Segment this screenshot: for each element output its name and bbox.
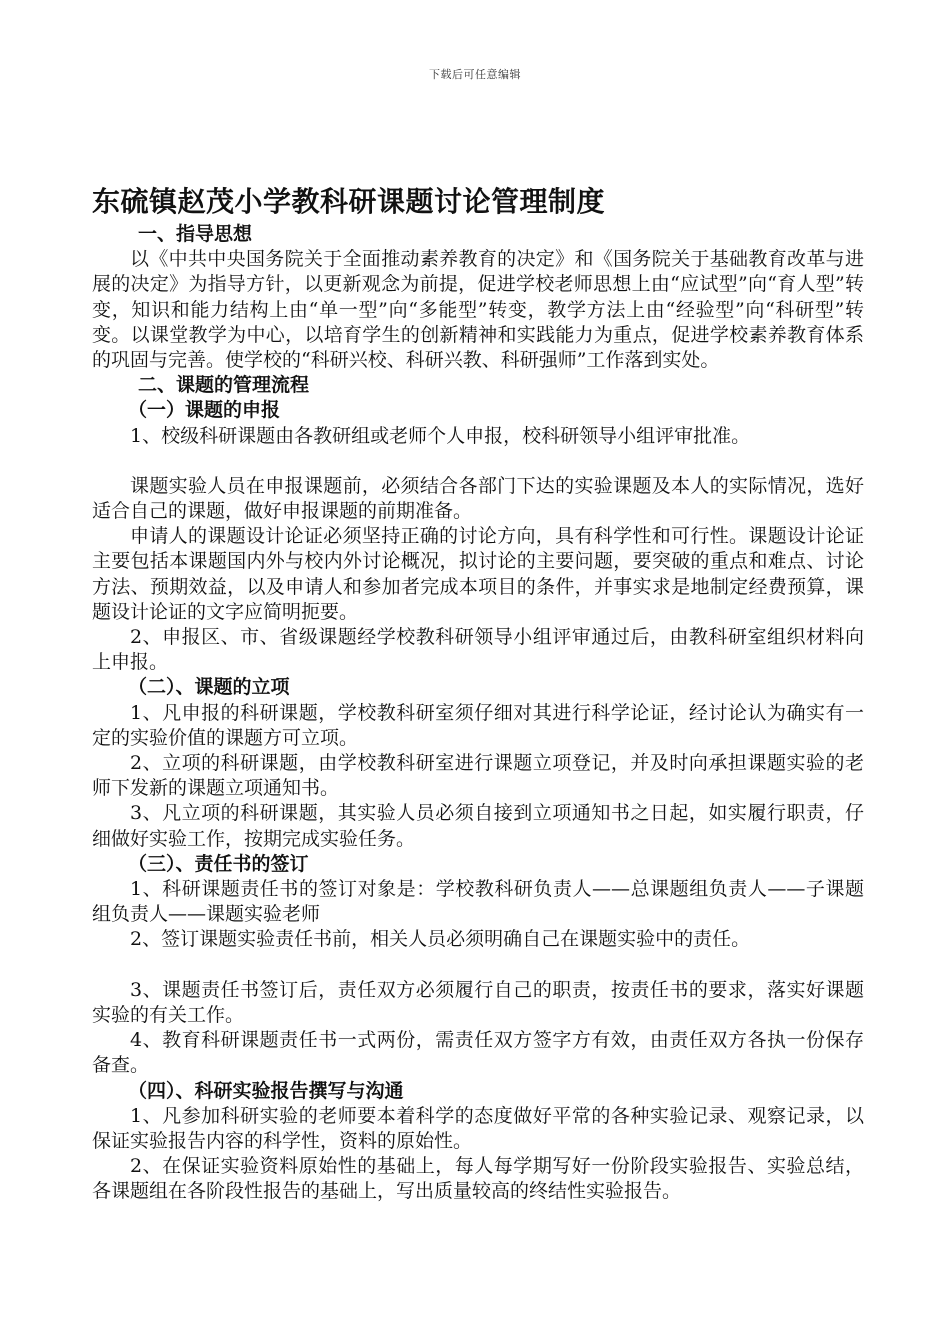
paragraph: 2、申报区、市、省级课题经学校教科研领导小组评审通过后，由教科研室组织材料向上申报。 (92, 626, 864, 674)
paragraph: 课题实验人员在申报课题前，必须结合各部门下达的实验课题及本人的实际情况，选好适合自己的课题，做好申报课题的前期准备。 (92, 474, 864, 523)
paragraph: 1、凡参加科研实验的老师要本着科学的态度做好平常的各种实验记录、观察记录，以保证实验报告内容的科学性，资料的原始性。 (92, 1104, 864, 1152)
subsection-heading-responsibility: （三）、责任书的签订 (128, 852, 309, 875)
document-title: 东硫镇赵茂小学教科研课题讨论管理制度 (92, 185, 606, 218)
document-body (92, 222, 864, 1205)
subsection-heading-application: （一）课题的申报 (128, 399, 281, 422)
paragraph: 2、在保证实验资料原始性的基础上，每人每学期写好一份阶段实验报告、实验总结，各课题组在各阶段性报告的基础上，写出质量较高的终结性实验报告。 (92, 1155, 864, 1203)
section-heading-guiding-idea: 一、指导思想 (138, 223, 253, 245)
blank-line (92, 449, 864, 474)
paragraph: 以《中共中央国务院关于全面推动素养教育的决定》和《国务院关于基础教育改革与进展的决定》为指导方针，以更新观念为前提，促进学校老师思想上由“应试型”向“育人型”转变，知识和能力结构上由“单一型”向“多能型”转变，教学方法上由“经验型”向“科研型”转变。以课堂教学为中心，以培育学生的创新精神和实践能力为重点，促进学校素养教育体系的巩固与完善。使学校的“科研兴校、科研兴教、科研强师”工作落到实处。 (92, 248, 864, 372)
paragraph: 3、凡立项的科研课题，其实验人员必须自接到立项通知书之日起，如实履行职责，仔细做好实验工作，按期完成实验任务。 (92, 802, 864, 850)
paragraph: 申请人的课题设计论证必须坚持正确的讨论方向，具有科学性和可行性。课题设计论证主要包括本课题国内外与校内外讨论概况，拟讨论的主要问题，要突破的重点和难点、讨论方法、预期效益，以及申请人和参加者完成本项目的条件，并事实求是地制定经费预算，课题设计论证的文字应简明扼要。 (92, 525, 864, 623)
paragraph: 1、凡申报的科研课题，学校教科研室须仔细对其进行科学论证，经讨论认为确实有一定的实验价值的课题方可立项。 (92, 701, 864, 749)
paragraph: 3、课题责任书签订后，责任双方必须履行自己的职责，按责任书的要求，落实好课题实验的有关工作。 (92, 978, 864, 1026)
header-note: 下载后可任意编辑 (429, 68, 521, 81)
paragraph: 4、教育科研课题责任书一式两份，需责任双方签字方有效，由责任双方各执一份保存备查。 (92, 1029, 864, 1077)
paragraph: 2、立项的科研课题，由学校教科研室进行课题立项登记，并及时向承担课题实验的老师下发新的课题立项通知书。 (92, 752, 864, 800)
paragraph: 2、签订课题实验责任书前，相关人员必须明确自己在课题实验中的责任。 (130, 928, 751, 951)
section-heading-management-process: 二、课题的管理流程 (138, 374, 310, 397)
paragraph: 1、科研课题责任书的签订对象是：学校教科研负责人——总课题组负责人——子课题组负责人——课题实验老师 (92, 878, 864, 926)
subsection-heading-reports: （四）、科研实验报告撰写与沟通 (128, 1079, 404, 1102)
subsection-heading-project-approval: （二）、课题的立项 (128, 676, 290, 699)
blank-line (92, 953, 864, 978)
paragraph: 1、校级科研课题由各教研组或老师个人申报，校科研领导小组评审批准。 (130, 424, 751, 447)
